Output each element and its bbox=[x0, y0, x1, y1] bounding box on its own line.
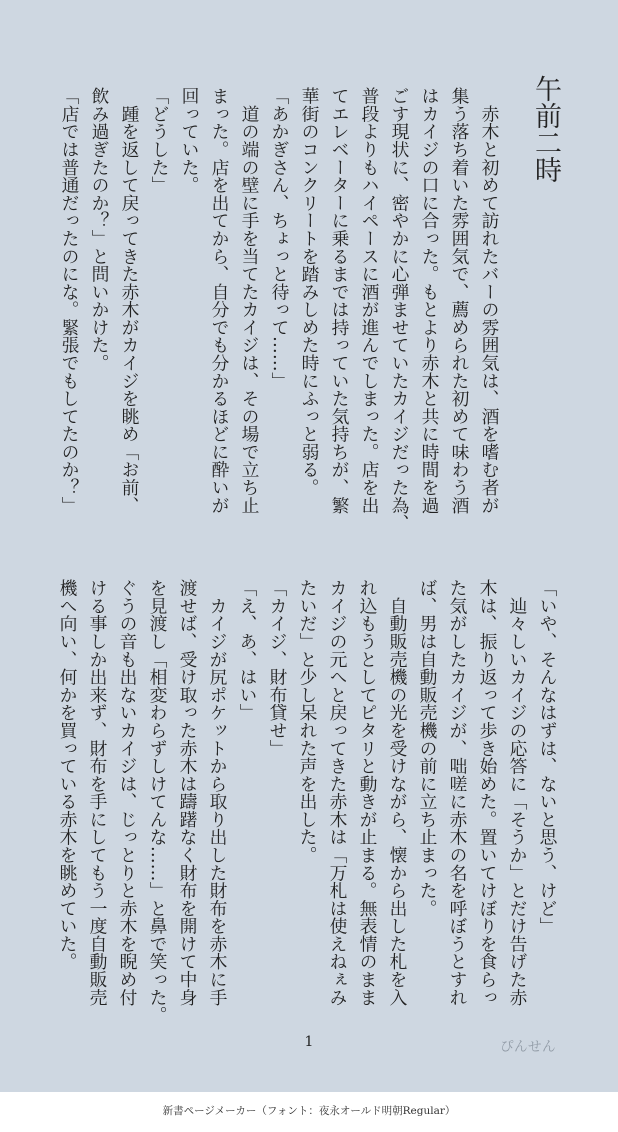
text-line: 踵を返して戻ってきた赤木がカイジを眺め「お前、 bbox=[119, 87, 140, 514]
text-line: カイジの元へと戻ってきた赤木は「万札は使えねぇみ bbox=[327, 579, 348, 1006]
footer-credit: 新書ページメーカー（フォント：夜永オールド明朝Regular） bbox=[162, 1105, 456, 1117]
page-number: 1 bbox=[304, 1034, 314, 1050]
paragraph bbox=[84, 87, 144, 517]
paragraph bbox=[174, 87, 264, 517]
dialogue-paragraph bbox=[232, 579, 262, 1009]
text-line: ける事しか出来ず、財布を手にしてもう一度自動販売 bbox=[87, 579, 108, 1006]
text-line: てエレベーターに乗るまでは持っていた気持ちが、繁 bbox=[329, 87, 350, 514]
text-line: 「カイジ、財布貸せ」 bbox=[267, 579, 288, 757]
text-line: 普段よりもハイペースに酒が進んでしまった。店を出 bbox=[359, 87, 380, 514]
paragraph bbox=[294, 87, 504, 532]
text-block-lower bbox=[52, 579, 562, 1024]
text-line: 機へ向い、何かを買っている赤木を眺めていた。 bbox=[57, 579, 78, 971]
text-line: た気がしたカイジが、咄嗟に赤木の名を呼ぼうとすれ bbox=[447, 579, 468, 1006]
footer-bar bbox=[0, 1092, 618, 1132]
text-line: 木は、振り返って歩き始めた。置いてけぼりを食らっ bbox=[477, 579, 498, 1006]
text-line: 赤木と初めて訪れたバーの雰囲気は、酒を嗜む者が bbox=[479, 87, 500, 514]
text-line: 飲み過ぎたのか？」と問いかけた。 bbox=[89, 87, 110, 372]
text-line: 辿々しいカイジの応答に「そうか」とだけ告げた赤 bbox=[507, 579, 528, 1006]
paragraph bbox=[52, 579, 232, 1024]
text-line: 華街のコンクリートを踏みしめた時にふっと弱る。 bbox=[299, 87, 320, 497]
text-line: ごす現状に、密やかに心弾ませていたカイジだった為、 bbox=[389, 87, 410, 532]
text-line: 自動販売機の光を受けながら、懐から出した札を入 bbox=[387, 579, 408, 1006]
dialogue-paragraph bbox=[532, 579, 562, 1009]
dialogue-paragraph bbox=[144, 87, 174, 517]
dialogue-paragraph bbox=[54, 87, 84, 517]
text-line: たいだ」と少し呆れた声を出した。 bbox=[297, 579, 318, 864]
text-line: ぐうの音も出ないカイジは、じっとりと赤木を睨め付 bbox=[117, 579, 138, 1006]
text-line: 「いや、そんなはずは、ないと思う、けど」 bbox=[537, 579, 558, 935]
text-line: ば、男は自動販売機の前に立ち止まった。 bbox=[417, 579, 438, 918]
author-name: ぴんせん bbox=[500, 1039, 556, 1055]
text-line: 「どうした」 bbox=[149, 87, 170, 194]
text-line: 集う落ち着いた雰囲気で、薦められた初めて味わう酒 bbox=[449, 87, 470, 514]
dialogue-paragraph bbox=[262, 579, 292, 1009]
text-line: はカイジの口に合った。もとより赤木と共に時間を過 bbox=[419, 87, 440, 514]
dialogue-paragraph bbox=[264, 87, 294, 517]
text-line: を見渡し「相変わらずしけてんな……」と鼻で笑った。 bbox=[147, 579, 168, 1024]
text-line: 渡せば、受け取った赤木は躊躇なく財布を開けて中身 bbox=[177, 579, 198, 1006]
text-line: まった。店を出てから、自分でも分かるほどに酔いが bbox=[209, 87, 230, 514]
text-line: カイジが尻ポケットから取り出した財布を赤木に手 bbox=[207, 579, 228, 1006]
paragraph bbox=[412, 579, 532, 1009]
text-line: 「あかぎさん、ちょっと待って……」 bbox=[269, 87, 290, 390]
text-line: 回っていた。 bbox=[179, 87, 200, 194]
text-line: 「え、あ、はい」 bbox=[237, 579, 258, 722]
text-line: 道の端の壁に手を当てたカイジは、その場で立ち止 bbox=[239, 87, 260, 514]
text-line: れ込もうとしてピタリと動きが止まる。無表情のまま bbox=[357, 579, 378, 1006]
text-line: 「店では普通だったのにな。緊張でもしてたのか？」 bbox=[59, 87, 80, 514]
text-block-upper bbox=[54, 87, 504, 532]
paragraph bbox=[292, 579, 412, 1009]
chapter-title: 午前二時 bbox=[530, 75, 561, 183]
